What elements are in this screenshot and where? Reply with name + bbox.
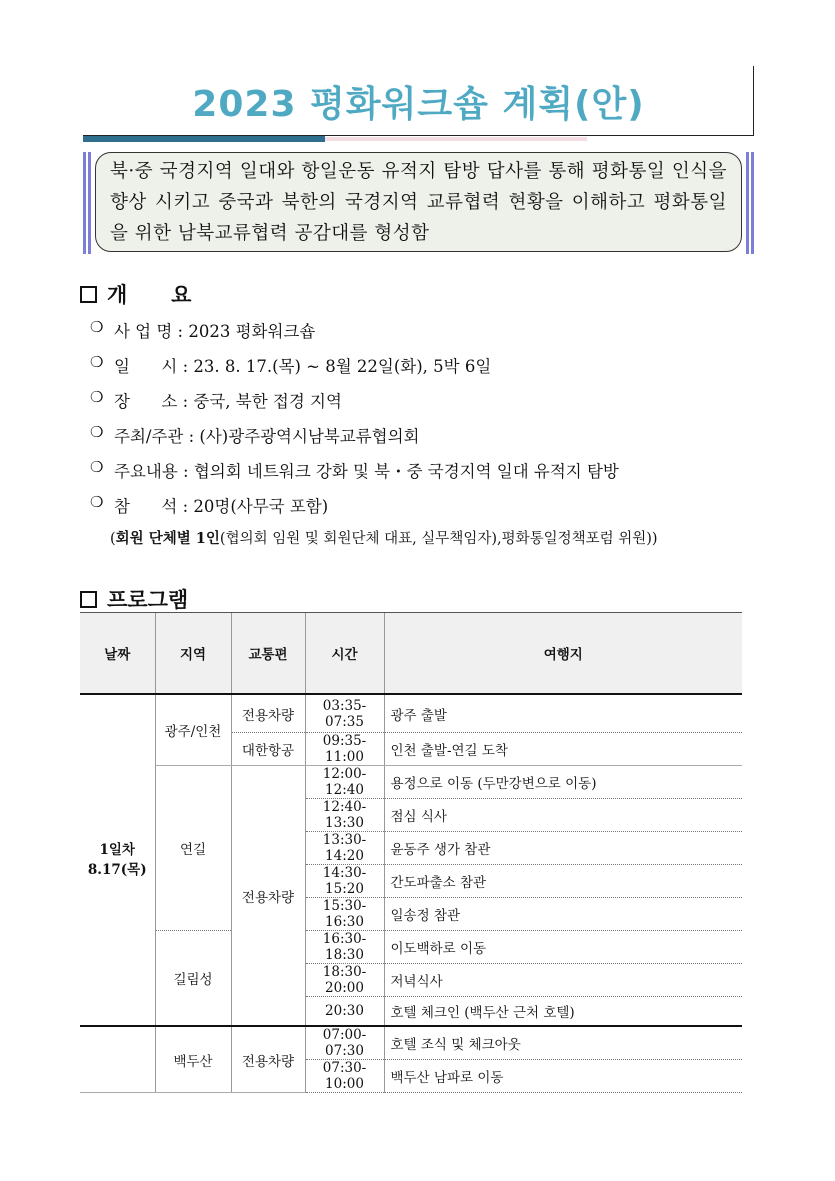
title-underline-blue [83,136,325,142]
destination-cell: 광주 출발 [384,694,742,733]
day-cell [80,694,155,1026]
destination-cell: 이도백하로 이동 [384,931,742,964]
overview-item [90,388,342,412]
program-heading [80,584,188,614]
destination-cell: 용정으로 이동 (두만강변으로 이동) [384,766,742,799]
time-cell: 07:00-07:30 [305,1026,384,1060]
time-cell: 15:30-16:30 [305,898,384,931]
transport-cell: 전용차량 [231,766,305,1027]
purpose-edge [746,152,749,254]
table-row [80,1026,742,1060]
item-value: : 20명(사무국 포함) [177,497,329,516]
purpose-edge [751,152,754,254]
checkbox-icon [80,286,97,303]
item-value: : 중국, 북한 접경 지역 [177,392,342,411]
table-row [80,694,742,733]
region-cell: 길림성 [155,931,231,1027]
header-transport: 교통편 [231,613,305,695]
table-header-row [80,613,742,695]
item-label: 주최/주관 [114,427,184,446]
document-title: 2023 평화워크숍 계획(안) [192,84,645,125]
item-label: 사 업 명 [114,322,173,341]
note-rest: (협의회 임원 및 회원단체 대표, 실무책임자),평화통일정책포럼 위원)) [219,531,658,547]
purpose-edge [83,152,86,254]
time-cell: 09:35-11:00 [305,733,384,766]
day-label: 1일차 [99,842,135,858]
item-label: 장 소 [114,392,178,411]
table-row [80,766,742,799]
destination-cell: 호텔 체크인 (백두산 근처 호텔) [384,997,742,1027]
day-cell-empty [80,1026,155,1093]
destination-cell: 백두산 남파로 이동 [384,1060,742,1093]
overview-heading-text: 개 요 [107,283,192,307]
region-cell: 광주/인천 [155,694,231,766]
transport-cell: 대한항공 [231,733,305,766]
header-region: 지역 [155,613,231,695]
time-cell: 07:30-10:00 [305,1060,384,1093]
item-value: : (사)광주광역시남북교류협의회 [183,427,420,446]
circle-bullet-icon: ❍ [90,458,104,476]
attendance-note [110,527,658,548]
overview-item [90,493,328,517]
region-cell: 연길 [155,766,231,931]
time-cell: 18:30-20:00 [305,964,384,997]
item-label: 일 시 [114,357,178,376]
destination-cell: 윤동주 생가 참관 [384,832,742,865]
overview-item [90,353,491,377]
time-cell: 12:40-13:30 [305,799,384,832]
purpose-text: 북·중 국경지역 일대와 항일운동 유적지 탐방 답사를 통해 평화통일 인식을 향상 시키고 중국과 북한의 국경지역 교류협력 현황을 이해하고 평화통일을 위한 남북교류협력 공감대를 형성함 [95,152,742,252]
checkbox-icon [80,591,97,608]
table-row [80,931,742,964]
destination-cell: 점심 식사 [384,799,742,832]
region-cell: 백두산 [155,1026,231,1093]
destination-cell: 일송정 참관 [384,898,742,931]
item-label: 참 석 [114,497,178,516]
destination-cell: 인천 출발-연길 도착 [384,733,742,766]
item-value: : 협의회 네트워크 강화 및 북・중 국경지역 일대 유적지 탐방 [177,462,619,481]
title-underline-pink [325,137,587,141]
time-cell: 20:30 [305,997,384,1027]
overview-item [90,458,619,482]
program-table [80,612,742,1093]
purpose-edge [88,152,91,254]
circle-bullet-icon: ❍ [90,423,104,441]
overview-item [90,318,315,342]
destination-cell: 간도파출소 참관 [384,865,742,898]
destination-cell: 저녁식사 [384,964,742,997]
note-bold: 회원 단체별 1인 [115,530,220,547]
header-date: 날짜 [80,613,155,695]
transport-cell: 전용차량 [231,694,305,733]
program-heading-text: 프로그램 [107,588,189,612]
circle-bullet-icon: ❍ [90,388,104,406]
time-cell: 12:00-12:40 [305,766,384,799]
item-value: : 23. 8. 17.(목) ~ 8월 22일(화), 5박 6일 [177,357,492,376]
purpose-box [83,152,754,254]
time-cell: 03:35-07:35 [305,694,384,733]
item-value: : 2023 평화워크숍 [172,322,316,341]
header-time: 시간 [305,613,384,695]
day-date: 8.17(목) [87,862,147,878]
transport-cell: 전용차량 [231,1026,305,1093]
note-open: ( [110,531,116,547]
time-cell: 16:30-18:30 [305,931,384,964]
circle-bullet-icon: ❍ [90,318,104,336]
time-cell: 13:30-14:20 [305,832,384,865]
overview-heading [80,279,191,309]
circle-bullet-icon: ❍ [90,353,104,371]
item-label: 주요내용 [114,462,178,481]
destination-cell: 호텔 조식 및 체크아웃 [384,1026,742,1060]
time-cell: 14:30-15:20 [305,865,384,898]
circle-bullet-icon: ❍ [90,493,104,511]
header-destination: 여행지 [384,613,742,695]
overview-item [90,423,419,447]
